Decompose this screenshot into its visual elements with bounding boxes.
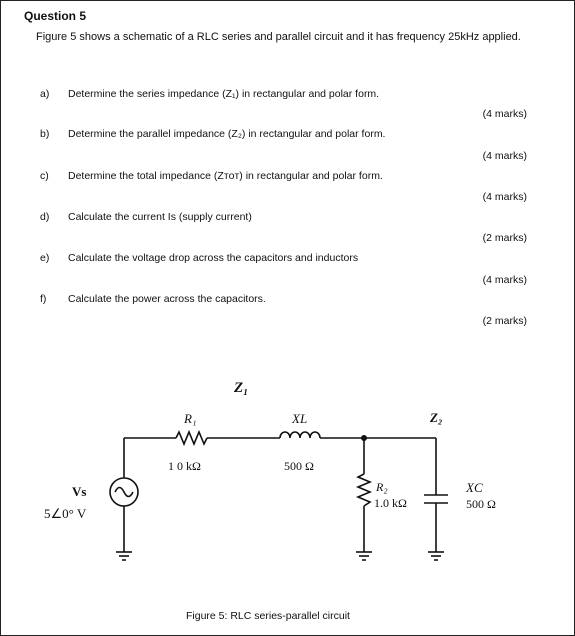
xc-label: XC	[466, 480, 483, 495]
question-c-letter: c)	[40, 170, 49, 182]
source-value: 5∠0° V	[44, 506, 87, 521]
question-d-text: Calculate the current Is (supply current)	[68, 211, 252, 223]
r1-resistor-symbol	[176, 432, 207, 444]
z2-label: Z₂	[430, 410, 443, 425]
question-c-text: Determine the total impedance (Zᴛᴏᴛ) in rectangular and polar form.	[68, 170, 383, 182]
question-c-marks: (4 marks)	[482, 191, 527, 203]
r1-value: 1 0 kΩ	[168, 459, 201, 473]
figure-caption: Figure 5: RLC series-parallel circuit	[186, 610, 350, 622]
ground-capacitor	[428, 552, 444, 560]
xl-value: 500 Ω	[284, 459, 314, 473]
question-b-letter: b)	[40, 128, 50, 140]
ground-r2	[356, 552, 372, 560]
ac-source-wave	[115, 488, 133, 497]
question-a-marks: (4 marks)	[482, 108, 527, 120]
question-intro: Figure 5 shows a schematic of a RLC series and parallel circuit and it has frequency 25kHz applied.	[36, 31, 521, 43]
question-d-marks: (2 marks)	[482, 232, 527, 244]
question-b-text: Determine the parallel impedance (Z₂) in rectangular and polar form.	[68, 128, 386, 140]
question-e-text: Calculate the voltage drop across the capacitors and inductors	[68, 252, 359, 264]
question-a-letter: a)	[40, 88, 50, 100]
question-e-marks: (4 marks)	[482, 274, 527, 286]
inductor-symbol	[280, 432, 320, 438]
r2-value: 1.0 kΩ	[374, 496, 407, 510]
question-b-marks: (4 marks)	[482, 150, 527, 162]
z1-label: Z₁	[234, 380, 249, 396]
question-f-text: Calculate the power across the capacitors.	[68, 293, 266, 305]
question-heading: Question 5	[24, 9, 87, 23]
xl-label: XL	[292, 411, 308, 426]
junction-node	[361, 435, 367, 441]
r2-label: R₂	[376, 480, 388, 494]
source-label: Vs	[72, 484, 87, 499]
question-a-text: Determine the series impedance (Z₁) in rectangular and polar form.	[68, 88, 380, 100]
ground-source	[116, 552, 132, 560]
question-e-letter: e)	[40, 252, 50, 264]
r2-resistor-symbol	[358, 474, 370, 506]
r1-label: R₁	[184, 411, 197, 426]
question-d-letter: d)	[40, 211, 50, 223]
question-f-marks: (2 marks)	[482, 315, 527, 327]
xc-value: 500 Ω	[466, 497, 496, 511]
question-f-letter: f)	[40, 293, 47, 305]
